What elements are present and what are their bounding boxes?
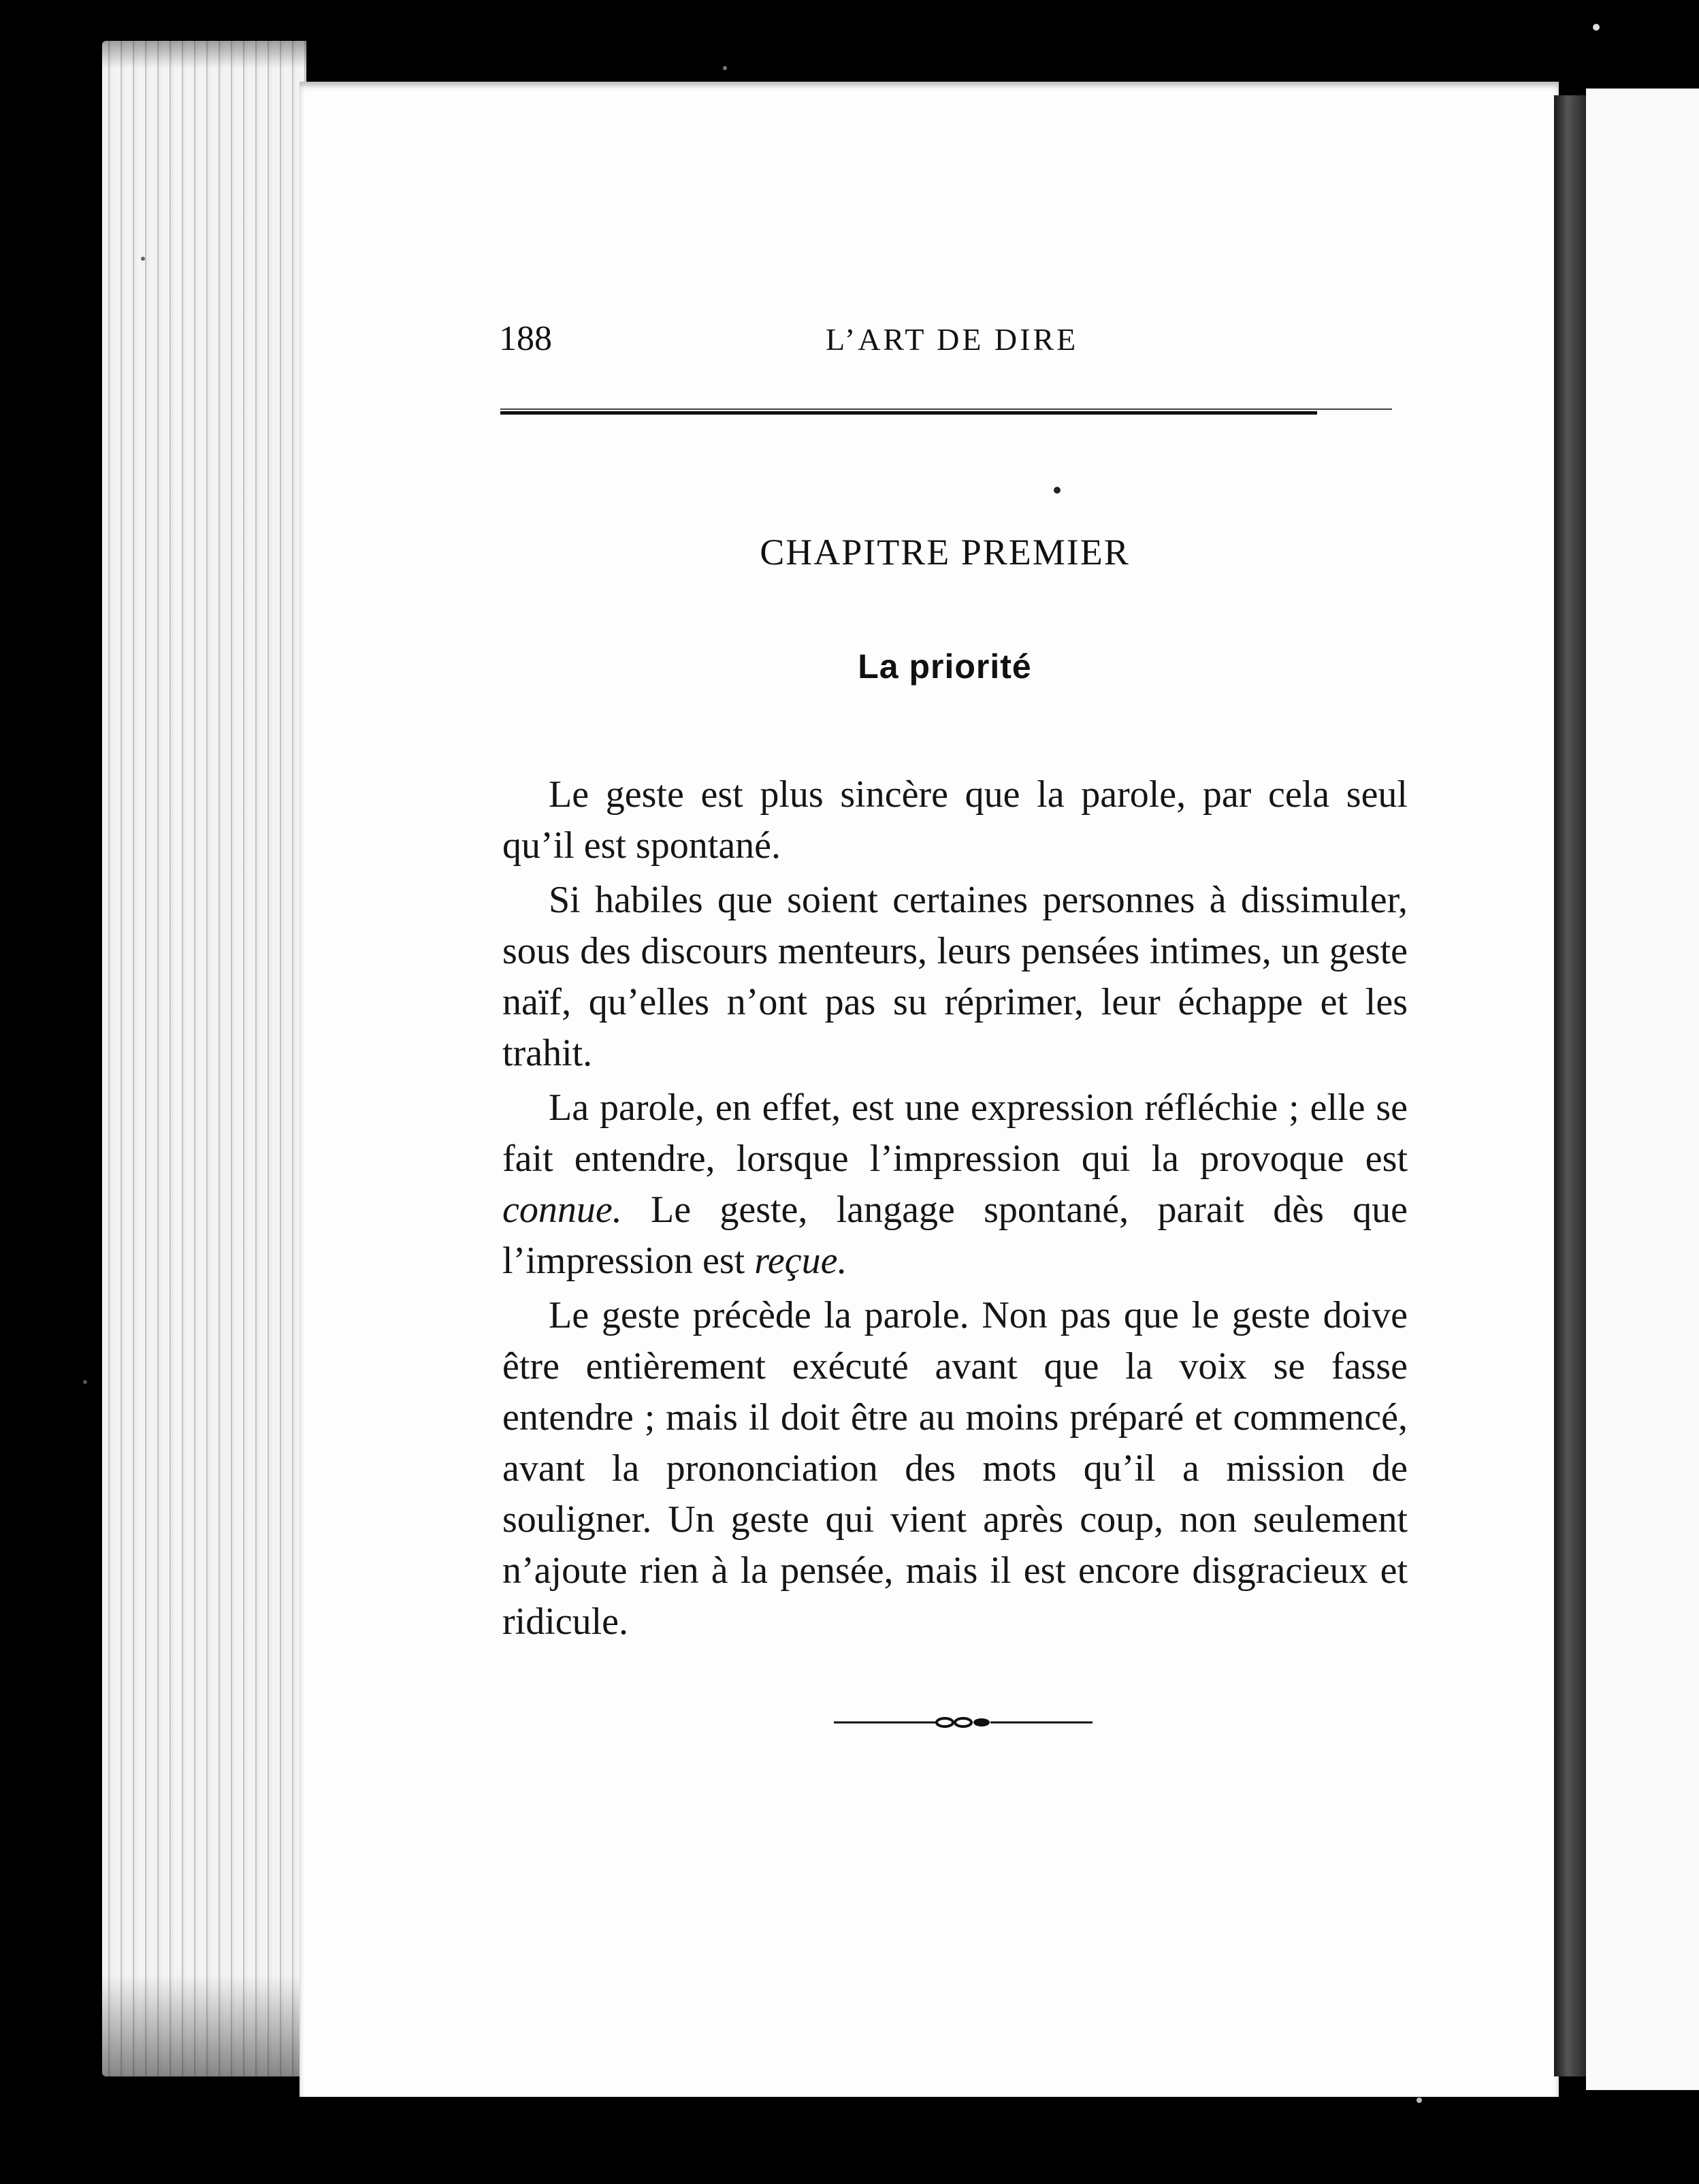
header-rule-thin: [500, 408, 1392, 410]
end-ornament: [834, 1712, 1093, 1733]
paragraph-3-italic-connue: connue.: [502, 1189, 622, 1231]
header-rule: [500, 408, 1392, 415]
page-edges: [102, 41, 306, 2076]
running-title: L’ART DE DIRE: [826, 322, 1079, 357]
paragraph-1: Le geste est plus sincère que la parole, par cela seul qu’il est spontané.: [502, 773, 1408, 867]
header-rule-thick: [500, 411, 1317, 415]
page-number: 188: [499, 319, 552, 358]
body-text: [502, 769, 1408, 1651]
paragraph-3-part-2: Le geste, langage spontané, parait dès que l’impression est: [502, 1189, 1408, 1282]
facing-page: [1586, 89, 1699, 2090]
chapter-heading: CHAPITRE PREMIER: [760, 532, 1130, 573]
paragraph-4: Le geste précède la parole. Non pas que le geste doive être entièrement exécuté avant que la voix se fasse entendre ; mais il doit être au moins préparé et commencé, avant la prononciation des mots qu’il a mission de souligner. Un geste qui vient après coup, non seulement n’ajoute rien à la pensée, mais il est encore disgracieux et ridicule.: [502, 1294, 1408, 1643]
paragraph-3-italic-recue: reçue.: [754, 1240, 847, 1282]
paragraph-3-part-1: La parole, en effet, est une expression réfléchie ; elle se fait entendre, lorsque l’impression qui la provoque est: [502, 1087, 1408, 1180]
paragraph-2: Si habiles que soient certaines personnes à dissimuler, sous des discours menteurs, leurs pensées intimes, un geste naïf, qu’elles n’ont pas su réprimer, leur échappe et les trahit.: [502, 879, 1408, 1074]
paragraph-3: [502, 1082, 1408, 1287]
book-gutter: [1554, 95, 1588, 2076]
chapter-title: La priorité: [858, 647, 1032, 686]
running-head: [499, 319, 1397, 366]
